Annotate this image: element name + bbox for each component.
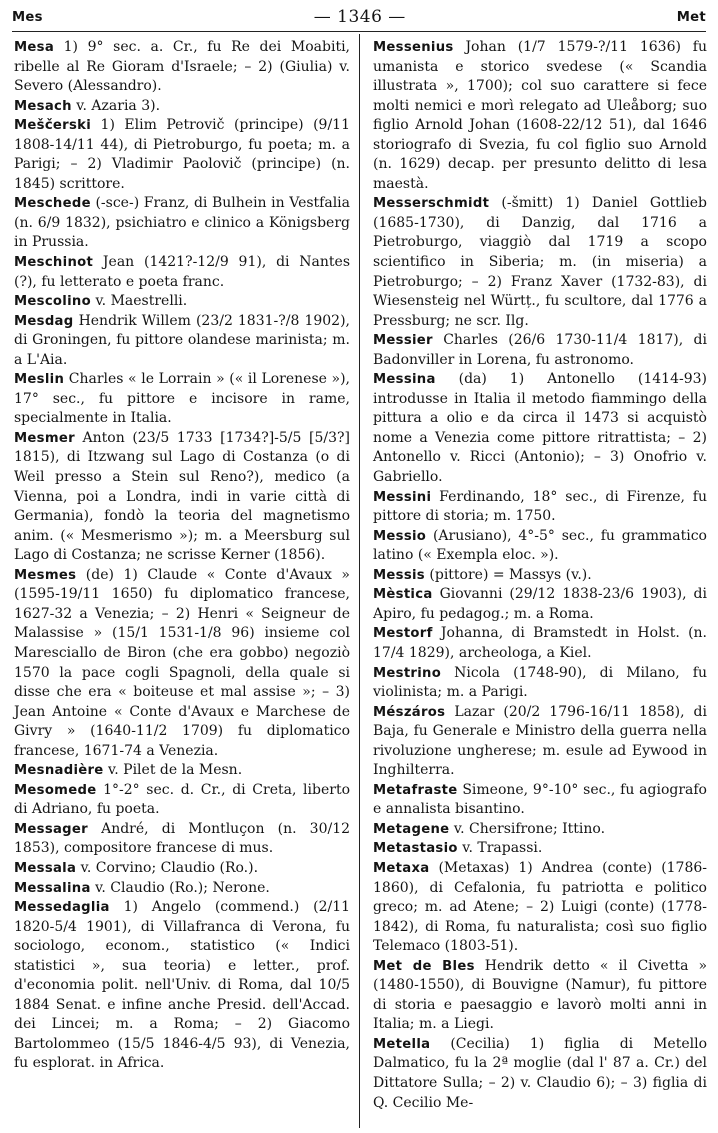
dictionary-entry — [14, 566, 350, 761]
entry-text: 1) Elim Petrovič (principe) (9/11 1808-14/11 44), di Pietroburgo, fu poeta; m. a Parigi; – 2) Vladimir Paolovič (principe) (n. 1845) scrittore. — [14, 117, 350, 192]
entry-headword: Mészáros — [373, 704, 446, 720]
entry-text: (da) 1) Antonello (1414-93) introdusse in Italia il metodo fiammingo della pittura a olio e da circa il 1473 si acquistò nome a Venezia come pittore ritrattista; – 2) Antonello v. Ricci (Antonio); – 3) Onofrio v. Gabriello. — [373, 371, 707, 486]
entry-text: v. Pilet de la Mesn. — [108, 762, 243, 779]
entry-text: Charles « le Lorrain » (« il Lorenese »), 17° sec., fu pittore e incisore in rame, specialmente in Italia. — [14, 371, 350, 427]
entry-text: 1) 9° sec. a. Cr., fu Re dei Moabiti, ribelle al Re Gioram d'Israele; – 2) (Giulia) v. Severo (Alessandro). — [14, 39, 351, 95]
entry-text: Simeone, 9°-10° sec., fu agiografo e annalista bisantino. — [373, 781, 707, 818]
dictionary-entry — [14, 116, 350, 194]
entry-text: (de) 1) Claude « Conte d'Avaux » (1595-19/11 1650) fu diplomatico francese, 1627-32 a Venezia; – 2) Henri « Seigneur de Malassise » (15/1 1531-1/8 96) insieme col Maresciallo de Biron (che era gobbo) negoziò 1570 la pace cogli Spagnoli, della quale si disse che era « boiteuse et mal assise »; – 3) Jean Antoine « Conte d'Avaux e Marchese de Givry » (1640-11/2 1709) fu diplomatico francese, 1671-74 a Venezia. — [14, 566, 351, 759]
entry-text: Anton (23/5 1733 [1734?]-5/5 [5/3?] 1815), di Itzwang sul Lago di Costanza (o di Weil presso a Stein sul Reno?), medico (a Vienna, poi a Londra, indi in varie città di Germania), fondò la teoria del magnetismo anim. (« Mesmerismo »); m. a Meersburg sul Lago di Costanza; ne scrisse Kerner (1856). — [14, 429, 351, 564]
entry-text: v. Trapassi. — [462, 840, 543, 857]
dictionary-entry — [14, 898, 350, 1074]
dictionary-entry — [373, 38, 707, 194]
entry-text: Giovanni (29/12 1838-23/6 1903), di Apiro, fu pedagog.; m. a Roma. — [373, 586, 707, 622]
entry-headword: Mestrino — [373, 665, 442, 681]
header-rule — [12, 31, 706, 32]
page-header — [12, 4, 706, 30]
dictionary-entry — [14, 312, 350, 371]
entry-headword: Messalina — [14, 880, 91, 896]
entry-headword: Messio — [373, 528, 427, 544]
left-column — [14, 38, 350, 1074]
entry-headword: Mesnadière — [14, 763, 104, 779]
entry-text: Jean (1421?-12/9 91), di Nantes (?), fu letterato e poeta franc. — [14, 254, 351, 290]
entry-headword: Messala — [14, 860, 77, 876]
dictionary-entry — [373, 820, 707, 840]
entry-text: v. Maestrelli. — [95, 293, 188, 310]
dictionary-entry — [373, 194, 707, 331]
entry-headword: Mesa — [14, 40, 55, 55]
dictionary-entry — [373, 527, 707, 566]
entry-text: Ferdinando, 18° sec., di Firenze, fu pittore di storia; m. 1750. — [373, 488, 707, 525]
entry-text: v. Corvino; Claudio (Ro.). — [80, 859, 259, 876]
dictionary-entry — [373, 781, 707, 820]
entry-text: (pittore) = Massys (v.). — [429, 566, 592, 583]
dictionary-entry — [373, 566, 707, 586]
entry-text: Nicola (1748-90), di Milano, fu violinista; m. a Parigi. — [373, 664, 707, 701]
entry-headword: Mescolino — [14, 294, 91, 310]
dictionary-entry — [373, 664, 707, 703]
dictionary-entry — [14, 194, 350, 253]
dictionary-entry — [14, 879, 350, 899]
entry-headword: Messini — [373, 489, 432, 505]
entry-text: v. Chersifrone; Ittino. — [453, 820, 606, 837]
entry-text: v. Claudio (Ro.); Nerone. — [95, 879, 270, 896]
column-divider — [359, 34, 360, 1128]
entry-text: (-sce-) Franz, di Bulhein in Vestfalia (n. 6/9 1832), psichiatro e clinico a Königsberg in Prussia. — [14, 195, 351, 251]
dictionary-entry — [373, 370, 707, 487]
entry-headword: Messier — [373, 333, 433, 349]
entry-text: Johanna, di Bramstedt in Holst. (n. 17/4 1829), archeologa, a Kiel. — [373, 625, 708, 661]
entry-text: Charles (26/6 1730-11/4 1817), di Badonviller in Lorena, fu astronomo. — [373, 332, 707, 368]
dictionary-entry — [14, 820, 350, 859]
entry-text: v. Azaria 3). — [76, 97, 161, 114]
entry-headword: Messerschmidt — [373, 196, 490, 212]
entry-headword: Messager — [14, 821, 88, 837]
entry-headword: Metella — [373, 1036, 431, 1052]
entry-headword: Metaxa — [373, 860, 430, 876]
dictionary-entry — [14, 38, 350, 97]
entry-headword: Mesmes — [14, 567, 77, 583]
entry-headword: Mesmer — [14, 430, 75, 446]
dictionary-entry — [14, 292, 350, 312]
entry-headword: Meschinot — [14, 255, 94, 271]
dictionary-entry — [373, 859, 707, 957]
dictionary-entry — [14, 859, 350, 879]
entry-headword: Metafraste — [373, 782, 458, 798]
dictionary-entry — [373, 488, 707, 527]
dictionary-entry — [373, 1035, 707, 1113]
entry-text: 1) Angelo (commend.) (2/11 1820-5/4 1901), di Villafranca di Verona, fu sociologo, econom., statistico (« Indici statistici », sua teoria) e letter., prof. d'economia polit. nell'Univ. di Roma, dal 10/5 1884 Senat. e infine anche Presid. dell'Accad. dei Lincei; m. a Roma; – 2) Giacomo Bartolommeo (15/5 1846-4/5 93), di Venezia, fu esplorat. in Africa. — [14, 899, 351, 1072]
entry-headword: Messis — [373, 567, 425, 583]
entry-text: 1°-2° sec. d. Cr., di Creta, liberto di Adriano, fu poeta. — [14, 781, 351, 818]
entry-headword: Messedaglia — [14, 900, 110, 916]
entry-headword: Met de Bles — [373, 958, 475, 974]
entry-text: (Arusiano), 4°-5° sec., fu grammatico latino (« Exempla eloc. »). — [373, 527, 707, 564]
dictionary-entry — [373, 839, 707, 859]
entry-headword: Messina — [373, 372, 436, 388]
entry-headword: Meslin — [14, 372, 65, 388]
entry-text: Lazar (20/2 1796-16/11 1858), di Baja, fu Generale e Ministro della guerra nella rivoluzione ungherese; m. esule ad Eywood in Inghilterra. — [373, 703, 707, 779]
dictionary-entry — [14, 253, 350, 292]
dictionary-entry — [14, 429, 350, 566]
dictionary-entry — [14, 781, 350, 820]
dictionary-entry — [373, 585, 707, 624]
entry-headword: Mesomede — [14, 782, 97, 798]
entry-headword: Mestorf — [373, 626, 433, 642]
entry-text: Hendrik detto « il Civetta » (1480-1550), di Bouvigne (Namur), fu pittore di storia e paesaggio e lavorò molti anni in Italia; m. a Liegi. — [373, 957, 708, 1033]
entry-headword: Mèstica — [373, 587, 433, 603]
dictionary-entry — [373, 957, 707, 1035]
page-number: — 1346 — — [313, 7, 406, 27]
header-left-guideword: Mes — [12, 9, 43, 25]
entry-text: Hendrik Willem (23/2 1831-?/8 1902), di Groningen, fu pittore olandese marinista; m. a L'Aia. — [14, 312, 350, 368]
entry-text: Johan (1/7 1579-?/11 1636) fu umanista e storico svedese (« Scandia illustrata », 1700); col suo carattere si fece molti nemici e morì relegato ad Uleåborg; suo figlio Arnold Johan (1608-22/12 51), dal 1646 storiografo di Svezia, fu col figlio suo Arnold (n. 1629) decap. per presunto delitto di lesa maestà. — [373, 39, 708, 192]
entry-headword: Mesach — [14, 98, 72, 114]
dictionary-entry — [373, 703, 707, 781]
dictionary-entry — [373, 331, 707, 370]
entry-text: (Metaxas) 1) Andrea (conte) (1786-1860), di Cefalonia, fu patriotta e politico greco; m. ad Atene; – 2) Luigi (conte) (1778-1842), di Roma, fu naturalista; così suo figlio Telemaco (1803-51). — [373, 859, 708, 955]
right-column — [373, 38, 707, 1113]
entry-text: (Cecilia) 1) figlia di Metello Dalmatico, fu la 2ª moglie (dal l' 87 a. Cr.) del Dittatore Sulla; – 2) v. Claudio 6); – 3) figlia di Q. Cecilio Me- — [373, 1035, 708, 1111]
entry-headword: Mesdag — [14, 313, 74, 329]
dictionary-entry — [373, 624, 707, 663]
entry-headword: Meščerski — [14, 118, 92, 134]
entry-headword: Messenius — [373, 40, 454, 55]
entry-text: André, di Montluçon (n. 30/12 1853), compositore francese di mus. — [14, 820, 351, 857]
dictionary-entry — [14, 370, 350, 429]
entry-text: (-šmitt) 1) Daniel Gottlieb (1685-1730), di Danzig, dal 1716 a Pietroburgo, viaggiò dal 1719 a scopo scientifico in Siberia; m. (in miseria) a Pietroburgo; – 2) Franz Xaver (1732-83), di Wiesensteig nel Würtț., fu scultore, dal 1776 a Pressburg; ne scr. Ilg. — [373, 195, 708, 329]
dictionary-entry — [14, 761, 350, 781]
header-right-guideword: Met — [676, 9, 706, 25]
dictionary-entry — [14, 97, 350, 117]
entry-headword: Meschede — [14, 196, 91, 212]
entry-headword: Metastasio — [373, 841, 458, 857]
entry-headword: Metagene — [373, 821, 450, 837]
